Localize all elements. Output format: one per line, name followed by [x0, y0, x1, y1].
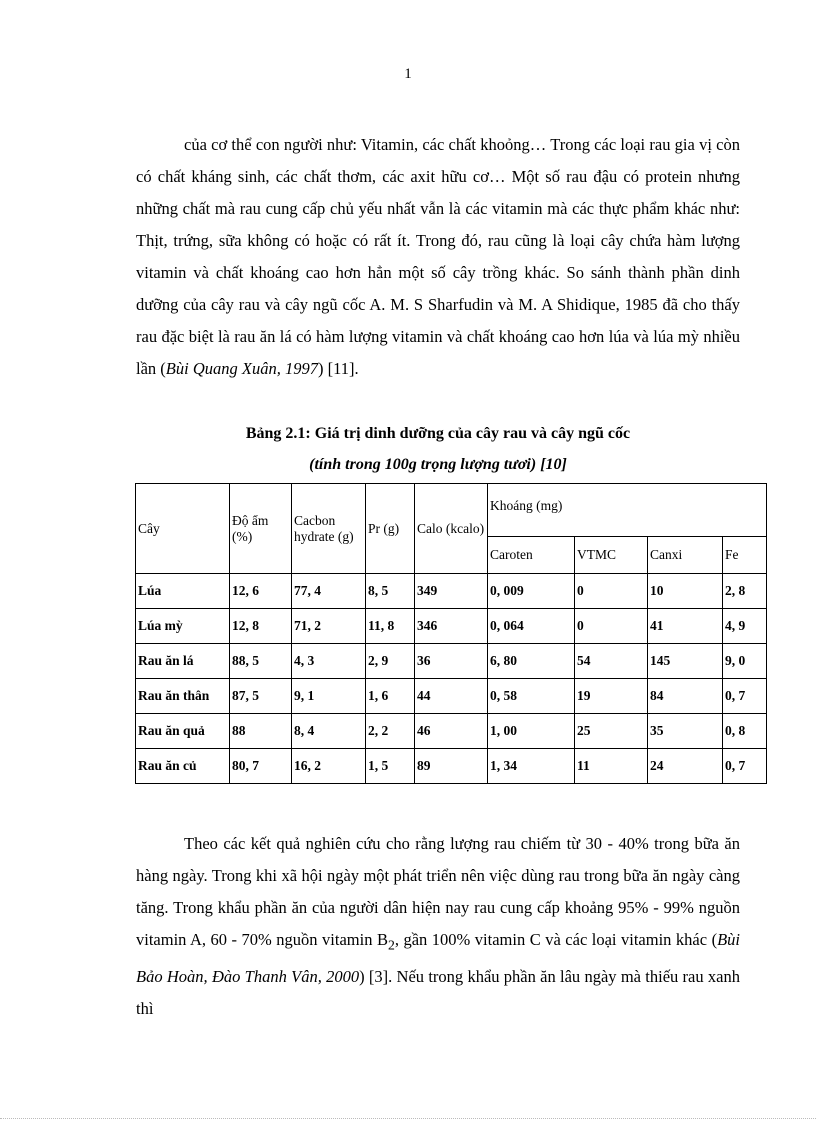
cell-canxi: 84 [648, 679, 723, 714]
cell-cacbon: 8, 4 [292, 714, 366, 749]
para2-subscript: 2 [387, 937, 395, 953]
cell-pr: 2, 2 [366, 714, 415, 749]
cell-vtmc: 0 [575, 574, 648, 609]
cell-vtmc: 11 [575, 749, 648, 784]
cell-pr: 2, 9 [366, 644, 415, 679]
cell-canxi: 24 [648, 749, 723, 784]
para2-text-cont: , gần 100% vitamin C và các loại vitamin khác ( [394, 930, 718, 949]
page-number: 1 [404, 66, 412, 82]
cell-pr: 1, 5 [366, 749, 415, 784]
cell-vtmc: 54 [575, 644, 648, 679]
header-cacbon: Cacbon hydrate (g) [292, 484, 366, 574]
cell-caroten: 0, 58 [488, 679, 575, 714]
header-canxi: Canxi [648, 537, 723, 574]
cell-cacbon: 9, 1 [292, 679, 366, 714]
table-row [136, 679, 767, 714]
cell-calo: 44 [415, 679, 488, 714]
page-bottom-rule [0, 1118, 816, 1119]
header-do-am: Độ ẩm (%) [230, 484, 292, 574]
cell-do-am: 88, 5 [230, 644, 292, 679]
row-name: Rau ăn lá [136, 644, 230, 679]
cell-calo: 46 [415, 714, 488, 749]
table-caption: Bảng 2.1: Giá trị dinh dưỡng của cây rau và cây ngũ cốc [245, 425, 631, 442]
table-row [136, 749, 767, 784]
cell-pr: 1, 6 [366, 679, 415, 714]
table-row [136, 714, 767, 749]
cell-calo: 89 [415, 749, 488, 784]
cell-do-am: 87, 5 [230, 679, 292, 714]
row-name: Rau ăn củ [136, 749, 230, 784]
para1-ref: ) [11]. [317, 359, 359, 378]
cell-fe: 9, 0 [723, 644, 767, 679]
cell-fe: 0, 7 [723, 749, 767, 784]
header-fe: Fe [723, 537, 767, 574]
cell-vtmc: 0 [575, 609, 648, 644]
header-calo: Calo (kcalo) [415, 484, 488, 574]
cell-caroten: 6, 80 [488, 644, 575, 679]
para1-text: của cơ thể con người như: Vitamin, các chất khoỏng… Trong các loại rau gia vị còn có chất kháng sinh, các chất thơm, các axit hữu cơ… Một số rau đậu có protein nhưng những chất mà rau cung cấp chủ yếu nhất vẫn là các vitamin mà các thực phẩm khác như: Thịt, trứng, sữa không có hoặc có rất ít. Trong đó, rau cũng là loại cây chứa hàm lượng vitamin và chất khoáng cao hơn hẳn một số cây trồng khác. So sánh thành phần dinh dưỡng của cây rau và cây ngũ cốc A. M. S Sharfudin và M. A Shidique, 1985 đã cho thấy rau đặc biệt là rau ăn lá có hàm lượng vitamin và chất khoáng cao hơn lúa và lúa mỳ nhiều lần ( [136, 135, 740, 378]
cell-calo: 36 [415, 644, 488, 679]
cell-caroten: 0, 009 [488, 574, 575, 609]
cell-pr: 11, 8 [366, 609, 415, 644]
cell-do-am: 88 [230, 714, 292, 749]
table-row [136, 574, 767, 609]
cell-cacbon: 77, 4 [292, 574, 366, 609]
row-name: Lúa [136, 574, 230, 609]
cell-calo: 346 [415, 609, 488, 644]
row-name: Lúa mỳ [136, 609, 230, 644]
para2-text-end: ) [3]. Nếu trong khẩu phần ăn lâu ngày mà thiếu rau xanh thì [136, 967, 740, 1019]
row-name: Rau ăn thân [136, 679, 230, 714]
cell-caroten: 1, 34 [488, 749, 575, 784]
cell-caroten: 0, 064 [488, 609, 575, 644]
header-caroten: Caroten [488, 537, 575, 574]
cell-cacbon: 4, 3 [292, 644, 366, 679]
nutrition-table [135, 483, 767, 784]
para2-citation: Bùi Bảo Hoàn, Đào Thanh Vân, 2000 [136, 930, 740, 987]
paragraph-intro [136, 129, 740, 385]
cell-do-am: 80, 7 [230, 749, 292, 784]
paragraph-research [136, 828, 740, 1025]
cell-vtmc: 25 [575, 714, 648, 749]
cell-caroten: 1, 00 [488, 714, 575, 749]
header-pr: Pr (g) [366, 484, 415, 574]
cell-pr: 8, 5 [366, 574, 415, 609]
table-subcaption: (tính trong 100g trọng lượng tươi) [10] [309, 456, 567, 473]
cell-fe: 2, 8 [723, 574, 767, 609]
header-vtmc: VTMC [575, 537, 648, 574]
row-name: Rau ăn quả [136, 714, 230, 749]
cell-do-am: 12, 8 [230, 609, 292, 644]
table-row [136, 609, 767, 644]
cell-cacbon: 16, 2 [292, 749, 366, 784]
cell-fe: 4, 9 [723, 609, 767, 644]
cell-cacbon: 71, 2 [292, 609, 366, 644]
cell-canxi: 41 [648, 609, 723, 644]
cell-calo: 349 [415, 574, 488, 609]
cell-canxi: 10 [648, 574, 723, 609]
cell-vtmc: 19 [575, 679, 648, 714]
para1-citation: Bùi Quang Xuân, 1997 [165, 359, 318, 378]
cell-fe: 0, 7 [723, 679, 767, 714]
cell-do-am: 12, 6 [230, 574, 292, 609]
table-row [136, 644, 767, 679]
cell-fe: 0, 8 [723, 714, 767, 749]
header-khoang: Khoáng (mg) [488, 484, 767, 537]
header-cay: Cây [136, 484, 230, 574]
para2-text: Theo các kết quả nghiên cứu cho rằng lượng rau chiếm từ 30 - 40% trong bữa ăn hàng ngày. Trong khi xã hội ngày một phát triển nên việc dùng rau trong bữa ăn ngày càng tăng. Trong khẩu phần ăn của người dân hiện nay rau cung cấp khoảng 95% - 99% nguồn vitamin A, 60 - 70% nguồn vitamin B [136, 834, 740, 949]
cell-canxi: 35 [648, 714, 723, 749]
cell-canxi: 145 [648, 644, 723, 679]
